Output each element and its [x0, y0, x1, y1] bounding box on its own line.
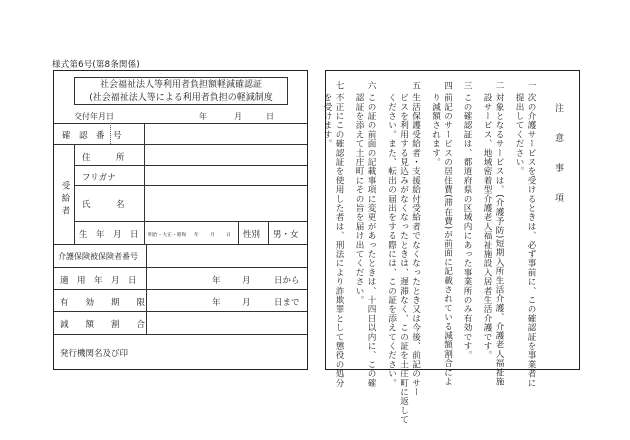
issue-date-month: 月 — [234, 112, 242, 121]
note-text: 不正にこの確認証を使用した者は、刑法により詐欺罪として懲役の処分 を受けます。 — [322, 93, 344, 388]
notes-title: 注 意 事 項 — [553, 103, 563, 208]
rule — [146, 267, 147, 334]
rule — [54, 267, 307, 268]
certificate-title-line1: 社会福祉法人等利用者負担額軽減確認証 — [99, 80, 262, 90]
note-number: 三 — [462, 81, 472, 91]
sex-label: 性別 — [243, 230, 261, 240]
rule — [54, 244, 307, 245]
rule — [74, 165, 307, 166]
note-text: 生活保護受給者・支援給付受給者でなくなったとき又は今後、前記のサー ビスを利用する見込みがなくなったときは、遅滞なく、この証を土庄町に返して ください。また、転出の届出をする際には、この証を添えてください。 — [386, 93, 421, 425]
valid-period-suffix: 日まで — [274, 298, 300, 308]
start-date-year: 年 — [212, 276, 221, 286]
note-number: 二 — [494, 81, 504, 91]
rule — [268, 221, 269, 244]
note-number: 五 — [410, 81, 421, 91]
birthdate-day: 日 — [226, 233, 231, 238]
start-date-suffix: 日から — [274, 276, 300, 286]
recipient-label: 受給者 — [60, 181, 70, 219]
insured-number-label: 介護保険被保険者番号 — [58, 252, 138, 261]
issue-date-year: 年 — [199, 112, 207, 121]
form-number: 様式第6号(第8条関係) — [52, 60, 140, 70]
reduction-rate-label: 減 額 割 合 — [60, 320, 146, 330]
valid-period-label: 有 効 期 限 — [60, 298, 146, 308]
note-number: 七 — [334, 81, 344, 91]
birthdate-label: 生 年 月 日 — [79, 230, 139, 240]
rule — [54, 334, 307, 335]
issue-date-label: 交付年月日 — [74, 112, 114, 121]
note-text: 次の介護サービスを受けるときは、必ず事前に、この確認証を事業者に 提出してください。 — [514, 93, 536, 388]
note-number: 六 — [366, 81, 376, 91]
note-number: 一 — [526, 81, 536, 91]
rule — [54, 311, 307, 312]
rule — [54, 144, 307, 145]
confirmation-number-label: 確 認 番 号 — [62, 131, 122, 141]
note-number: 四 — [442, 81, 453, 91]
note-text: 前記のサービスの居住費(滞在費)が前面に記載されている減額割合によ り減額されます。 — [430, 93, 453, 387]
start-date-month: 月 — [242, 276, 251, 286]
rule — [54, 289, 307, 290]
sex-options: 男・女 — [273, 230, 299, 240]
issue-date-row — [54, 109, 307, 123]
start-date-label: 適 用 年 月 日 — [60, 276, 137, 286]
note-text: 対象となるサービスは、(介護予防)短期入所生活介護、介護老人福祉施 設サービス、地域密着型介護老人福祉施設入居者生活介護です。 — [482, 93, 504, 387]
rule — [74, 221, 307, 222]
certificate-title-line2: (社会福祉法人等による利用者負担の軽減制度 — [89, 92, 273, 103]
rule — [54, 123, 307, 124]
note-text: この確認証は、都道府県の区域内にあった事業所のみ有効です。 — [462, 93, 472, 360]
certificate-form — [53, 70, 308, 370]
issuer-label: 発行機関名及び印 — [60, 349, 129, 359]
birthdate-month: 月 — [210, 233, 215, 238]
certificate-title — [74, 77, 288, 105]
note-text: この証の前面の記載事項に変更があったときは、十四日以内に、この確 認証を添えて土庄町にその旨を届け出てください。 — [354, 93, 376, 388]
birthdate-year: 年 — [194, 233, 199, 238]
rule — [144, 123, 145, 244]
furigana-label: フリガナ — [82, 173, 116, 183]
name-label: 氏 名 — [82, 200, 125, 210]
notes-panel — [322, 70, 580, 425]
valid-period-year: 年 — [212, 298, 221, 308]
issue-date-day: 日 — [266, 112, 274, 121]
rule — [238, 221, 239, 244]
valid-period-month: 月 — [242, 298, 251, 308]
rule — [74, 185, 307, 186]
rule — [74, 144, 75, 244]
era-options: 明治・大正・昭和 — [148, 233, 187, 238]
rule — [146, 244, 147, 267]
address-label: 住 所 — [82, 153, 125, 163]
